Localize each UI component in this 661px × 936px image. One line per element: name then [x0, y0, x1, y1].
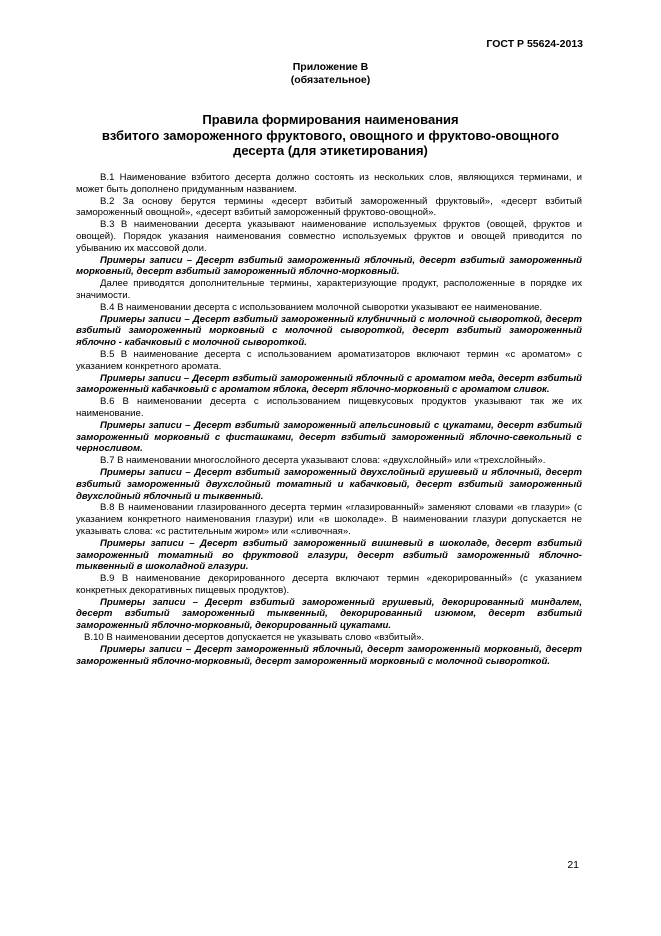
page-number: 21	[567, 859, 579, 871]
paragraph: В.8 В наименовании глазированного десерта термин «глазированный» заменяют словами «в глазури» (с указанием конкретного наименования глазури) или «в шоколаде». В наименовании глазури допускается не указывать слова: «с растительным жиром» или «сливочная».	[76, 502, 582, 537]
document-body	[76, 172, 582, 667]
example-paragraph: Примеры записи – Десерт взбитый замороженный вишневый в шоколаде, десерт взбитый замороженный томатный во фруктовой глазури, десерт взбитый замороженный яблочно-тыквенный в шоколадной глазури.	[76, 537, 582, 573]
paragraph: Далее приводятся дополнительные термины, характеризующие продукт, расположенные в порядке их значимости.	[76, 278, 582, 301]
title-line-3: десерта (для этикетирования)	[233, 143, 428, 158]
appendix-note: (обязательное)	[290, 74, 371, 86]
standard-number: ГОСТ Р 55624-2013	[486, 38, 583, 50]
example-paragraph: Примеры записи – Десерт взбитый замороженный яблочный, десерт взбитый замороженный морковный, десерт взбитый замороженный яблочно-морковный.	[76, 254, 582, 278]
appendix-heading	[0, 61, 661, 87]
paragraph: В.2 За основу берутся термины «десерт взбитый замороженный фруктовый», «десерт взбитый замороженный овощной», «десерт взбитый замороженный фруктово-овощной».	[76, 195, 582, 219]
title-line-2: взбитого замороженного фруктового, овощного и фруктово-овощного	[101, 127, 560, 143]
paragraph: В.9 В наименование декорированного десерта включают термин «декорированный» (с указанием конкретных декоративных пищевых продуктов).	[76, 573, 582, 596]
example-paragraph: Примеры записи – Десерт взбитый замороженный клубничный с молочной сывороткой, десерт взбитый замороженный морковный с молочной сывороткой, десерт взбитый замороженный яблочно - кабачковый с молочной сывороткой.	[76, 313, 582, 349]
paragraph: В.4 В наименовании десерта с использованием молочной сыворотки указывают ее наименование.	[100, 301, 543, 313]
paragraph: В.6 В наименовании десерта с использованием пищевкусовых продуктов указывают так же их наименование.	[76, 396, 582, 419]
example-paragraph: Примеры записи – Десерт замороженный яблочный, десерт замороженный морковный, десерт замороженный яблочно-морковный, десерт замороженный морковный с молочной сывороткой.	[76, 643, 582, 667]
example-paragraph: Примеры записи – Десерт взбитый замороженный грушевый, декорированный миндалем, десерт взбитый замороженный тыквенный, декорированный изюмом, десерт взбитый замороженный яблочно-морковный, декорированный цукатами.	[76, 596, 582, 632]
title-line-1: Правила формирования наименования	[202, 112, 459, 127]
example-paragraph: Примеры записи – Десерт взбитый замороженный яблочный с ароматом меда, десерт взбитый замороженный кабачковый с ароматом яблока, десерт яблочно-морковный с ароматом сливок.	[76, 372, 582, 396]
paragraph: В.5 В наименование десерта с использованием ароматизаторов включают термин «с ароматом» с указанием конкретного аромата.	[76, 348, 582, 372]
paragraph: В.1 Наименование взбитого десерта должно состоять из нескольких слов, являющихся терминами, и может быть дополнено придуманным названием.	[76, 172, 582, 195]
paragraph: В.7 В наименовании многослойного десерта указывают слова: «двухслойный» или «трехслойный».	[100, 455, 546, 467]
example-paragraph: Примеры записи – Десерт взбитый замороженный апельсиновый с цукатами, десерт взбитый замороженный морковный с фисташками, десерт взбитый замороженный яблочно-свекольный с черносливом.	[76, 419, 582, 455]
example-paragraph: Примеры записи – Десерт взбитый замороженный двухслойный грушевый и яблочный, десерт взбитый замороженный двухслойный томатный и кабачковый, десерт взбитый замороженный двухслойный яблочный и тыквенный.	[76, 466, 582, 502]
document-title	[0, 112, 661, 159]
appendix-label: Приложение В	[292, 61, 369, 73]
paragraph: В.10 В наименовании десертов допускается не указывать слово «взбитый».	[84, 632, 425, 644]
paragraph: В.3 В наименовании десерта указывают наименование используемых фруктов (овощей, фруктов и овощей). Порядок указания наименования совместно используемых фруктов и овощей приводится по убыванию их массовой доли.	[76, 219, 582, 254]
